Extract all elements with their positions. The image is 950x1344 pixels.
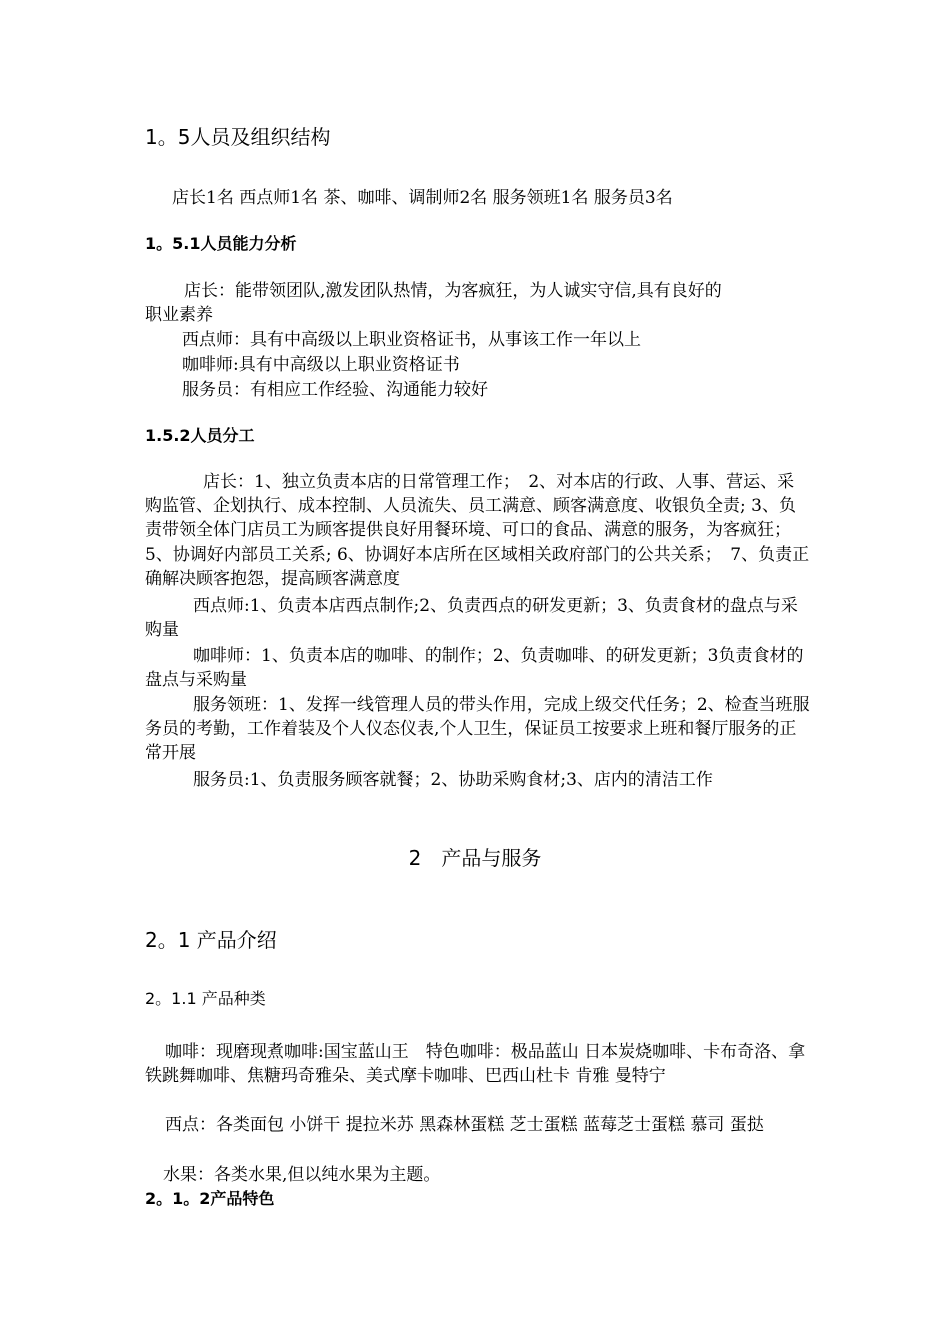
- section-heading-2-1-1: 2。1.1 产品种类: [145, 989, 266, 1008]
- section-heading-1-5-1: 1。5.1人员能力分析: [145, 234, 297, 253]
- product-fruit: 水果：各类水果,但以纯水果为主题。: [163, 1165, 441, 1185]
- chapter-heading-2: 2 产品与服务: [408, 846, 542, 870]
- ability-manager-line2: 职业素养: [145, 305, 213, 325]
- ability-barista: 咖啡师:具有中高级以上职业资格证书: [182, 355, 460, 375]
- ability-manager-line1: 店长：能带领团队,激发团队热情，为客疯狂，为人诚实守信,具有良好的: [184, 281, 722, 301]
- product-pastry: 西点：各类面包 小饼干 提拉米苏 黑森林蛋糕 芝士蛋糕 蓝莓芝士蛋糕 慕司 蛋挞: [165, 1115, 764, 1135]
- ability-waiter: 服务员：有相应工作经验、沟通能力较好: [182, 380, 488, 400]
- duty-service-leader: 服务领班：1、发挥一线管理人员的带头作用，完成上级交代任务；2、检查当班服务员的考勤，工作着装及个人仪态仪表,个人卫生，保证员工按要求上班和餐厅服务的正常开展: [145, 695, 810, 764]
- section-heading-2-1-2: 2。1。2产品特色: [145, 1189, 275, 1208]
- product-coffee: 咖啡：现磨现煮咖啡:国宝蓝山王 特色咖啡：极品蓝山 日本炭烧咖啡、卡布奇洛、拿铁跳舞咖啡、焦糖玛奇雅朵、美式摩卡咖啡、巴西山杜卡 肯雅 曼特宁: [145, 1042, 806, 1087]
- section-heading-1-5-2: 1.5.2人员分工: [145, 426, 255, 445]
- section-heading-2-1: 2。1 产品介绍: [145, 928, 277, 952]
- staff-summary: 店长1名 西点师1名 茶、咖啡、调制师2名 服务领班1名 服务员3名: [172, 188, 673, 208]
- ability-pastry-chef: 西点师：具有中高级以上职业资格证书，从事该工作一年以上: [182, 330, 641, 350]
- duty-barista: 咖啡师：1、负责本店的咖啡、的制作；2、负责咖啡、的研发更新；3负责食材的盘点与采购量: [145, 646, 804, 691]
- duty-manager: 店长：1、独立负责本店的日常管理工作； 2、对本店的行政、人事、营运、采购监管、企划执行、成本控制、人员流失、员工满意、顾客满意度、收银负全责; 3、负责带领全体门店员工为顾客提供良好用餐环境、可口的食品、满意的服务，为客疯狂； 5、协调好内部员工关系; 6、协调好本店所在区域相关政府部门的公共关系； 7、负责正确解决顾客抱怨，提高顾客满意度: [145, 472, 810, 589]
- duty-waiter: 服务员:1、负责服务顾客就餐；2、协助采购食材;3、店内的清洁工作: [193, 770, 713, 790]
- duty-pastry-chef: 西点师:1、负责本店西点制作;2、负责西点的研发更新；3、负责食材的盘点与采购量: [145, 596, 798, 641]
- section-heading-1-5: 1。5人员及组织结构: [145, 125, 331, 149]
